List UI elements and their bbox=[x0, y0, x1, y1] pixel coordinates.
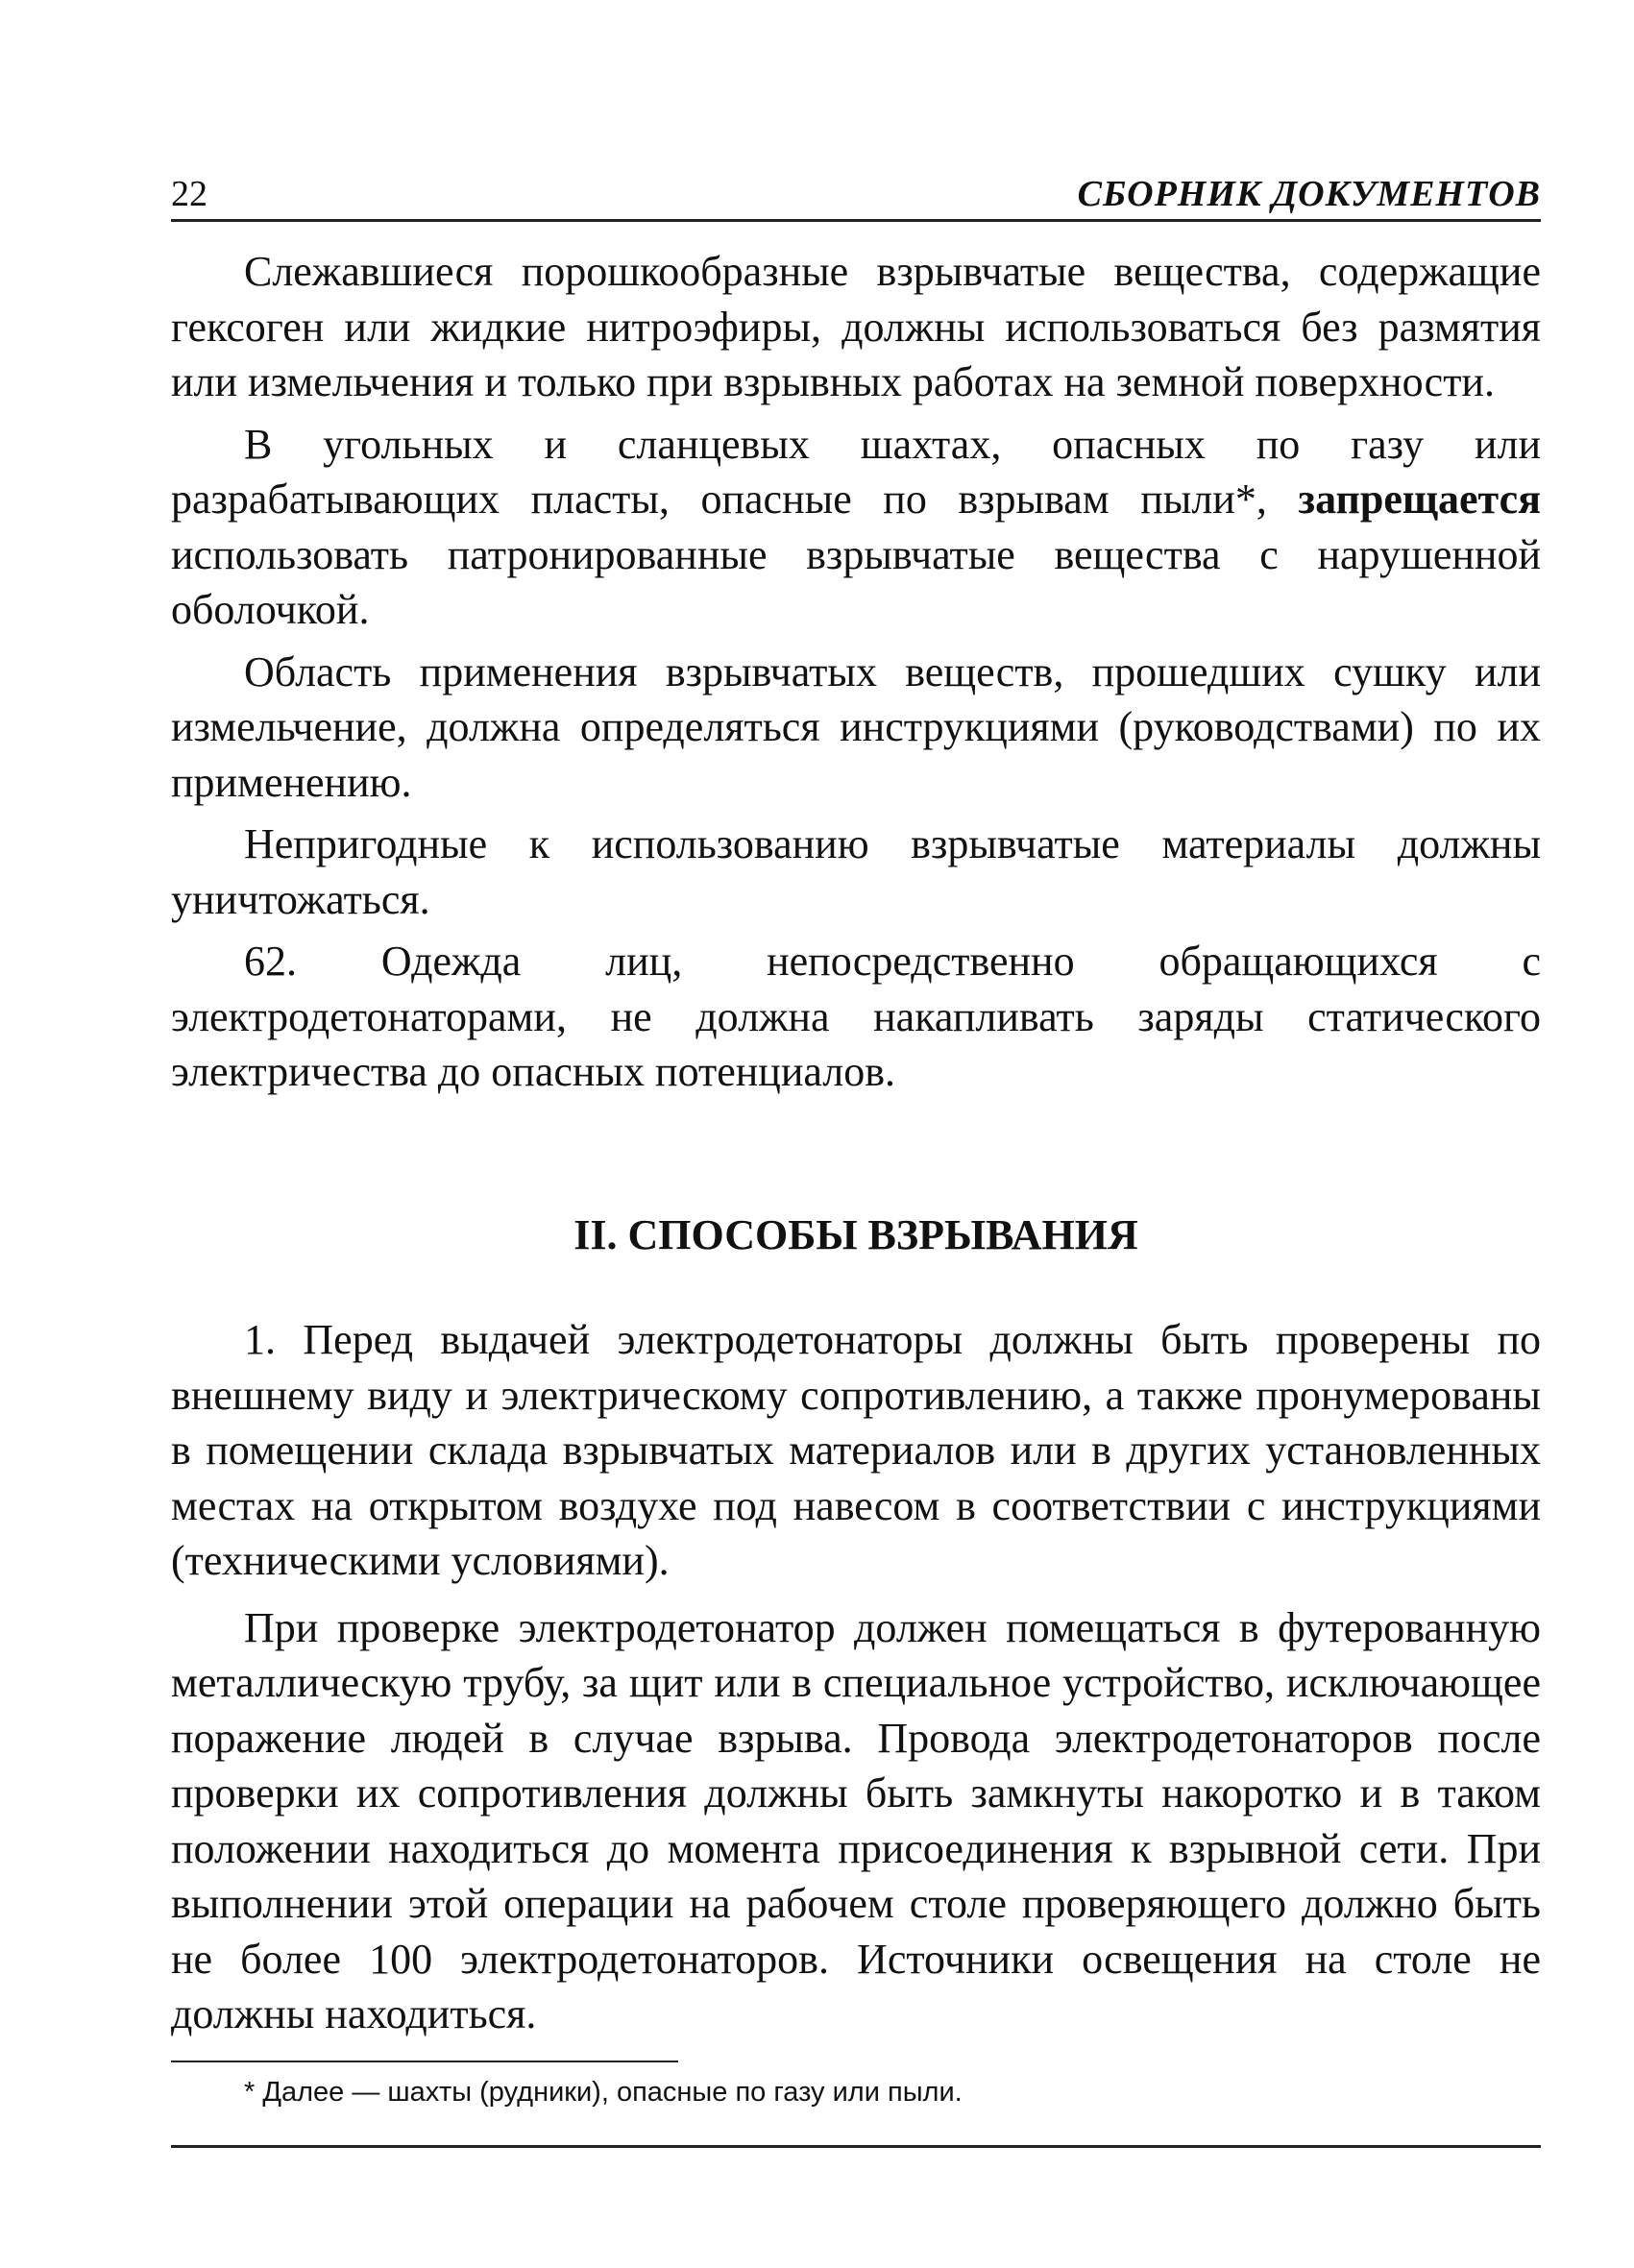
footnote: * Далее — шахты (рудники), опасные по газу или пыли. bbox=[244, 2077, 963, 2108]
page-number: 22 bbox=[171, 174, 207, 214]
paragraph-text: В угольных и сланцевых шахтах, опасных по газу или разрабатывающих пласты, опасные по взрывам пыли*, bbox=[171, 420, 1541, 523]
paragraph-text: использовать патронированные взрывчатые вещества с нарушенной оболочкой. bbox=[171, 530, 1541, 633]
running-title: СБОРНИК ДОКУМЕНТОВ bbox=[1077, 174, 1541, 214]
emphasis-word: запрещается bbox=[1298, 476, 1542, 523]
paragraph: 62. Одежда лиц, непосредственно обращающихся с электродетонаторами, не должна накапливать заряды статического электричества до опасных потенциалов. bbox=[171, 938, 1541, 1095]
paragraph: Непригодные к использованию взрывчатые материалы должны уничтожаться. bbox=[171, 820, 1541, 923]
body-text-section bbox=[171, 1312, 1541, 2054]
paragraph: Слежавшиеся порошкообразные взрывчатые вещества, содержащие гексоген или жидкие нитроэфиры, должны использоваться без размятия или измельчения и только при взрывных работах на земной поверхности. bbox=[171, 248, 1541, 405]
paragraph: При проверке электродетонатор должен помещаться в футерованную металлическую трубу, за щит или в специальное устройство, исключающее поражение людей в случае взрыва. Провода электродетонаторов после проверки их сопротивления должны быть замкнуты накоротко и в таком положении находиться до момента присоединения к взрывной сети. При выполнении этой операции на рабочем столе проверяющего должно быть не более 100 электродетонаторов. Источники освещения на столе не должны находиться. bbox=[171, 1603, 1541, 2037]
footnote-separator bbox=[171, 2061, 678, 2062]
paragraph: Область применения взрывчатых веществ, прошедших сушку или измельчение, должна определяться инструкциями (руководствами) по их применению. bbox=[171, 647, 1541, 806]
paragraph bbox=[171, 417, 1541, 638]
body-text-top bbox=[171, 244, 1541, 1107]
running-header bbox=[171, 173, 1541, 222]
section-heading: II. СПОСОБЫ ВЗРЫВАНИЯ bbox=[573, 1211, 1138, 1258]
paragraph: 1. Перед выдачей электродетонаторы должны быть проверены по внешнему виду и электрическому сопротивлению, а также пронумерованы в помещении склада взрывчатых материалов или в других установленных местах на открытом воздухе под навесом в соответствии с инструкциями (техническими условиями). bbox=[171, 1316, 1541, 1584]
bottom-rule bbox=[171, 2145, 1541, 2148]
